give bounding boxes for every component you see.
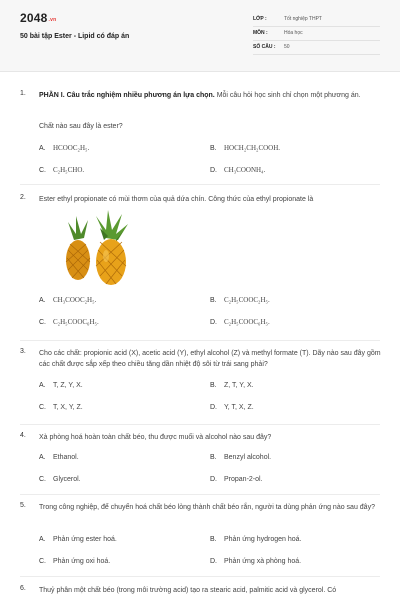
document-title: 50 bài tập Ester - Lipid có đáp án [20, 33, 130, 40]
option-text: C₂H₅CHO. [53, 166, 85, 174]
meta-count-value: 50 [284, 44, 290, 50]
option-text: Z, T, Y, X. [224, 382, 254, 389]
page-header [0, 0, 400, 72]
question-number: 6. [20, 585, 26, 592]
pineapple-icon [56, 210, 134, 288]
option-label: A. [39, 297, 46, 304]
option-a[interactable] [39, 454, 79, 461]
option-label: D. [210, 167, 217, 174]
option-d[interactable] [210, 404, 254, 411]
option-c[interactable] [39, 318, 99, 326]
option-text: C₂H₅COOC₆H₅. [53, 318, 99, 326]
question-text: Trong công nghiệp, để chuyển hoá chất béo lỏng thành chất béo rắn, người ta dùng phản ứng nào sau đây? [39, 504, 375, 511]
option-b[interactable] [210, 382, 254, 389]
option-label: D. [210, 404, 217, 411]
option-text: Phản ứng xà phòng hoá. [224, 558, 302, 565]
meta-subject [253, 27, 380, 41]
option-label: D. [210, 476, 217, 483]
section-intro-rest: Mỗi câu hỏi học sinh chỉ chọn một phương án. [214, 92, 361, 99]
question-number: 5. [20, 502, 26, 509]
divider [20, 184, 380, 185]
question-text: Xà phòng hoá hoàn toàn chất béo, thu được muối và alcohol nào sau đây? [39, 434, 272, 441]
option-text: T, X, Y, Z. [53, 404, 83, 411]
question-number: 4. [20, 432, 26, 439]
option-text: Ethanol. [53, 454, 79, 461]
meta-count-key: SỐ CÂU : [253, 44, 276, 50]
option-text: Phản ứng ester hoá. [53, 536, 117, 543]
option-text: Propan-2-ol. [224, 476, 263, 483]
option-text: Phản ứng hydrogen hoá. [224, 536, 302, 543]
option-label: C. [39, 167, 46, 174]
option-b[interactable] [210, 536, 301, 543]
question-text: Chất nào sau đây là ester? [39, 123, 123, 130]
option-text: HCOOC₂H₅. [53, 144, 90, 152]
option-text: Phản ứng oxi hoá. [53, 558, 111, 565]
option-a[interactable] [39, 144, 89, 152]
option-text: Benzyl alcohol. [224, 454, 272, 461]
option-label: B. [210, 454, 217, 461]
option-text: CH₃COOC₂H₅. [53, 296, 97, 304]
option-a[interactable] [39, 296, 96, 304]
divider [20, 340, 380, 341]
option-label: C. [39, 319, 46, 326]
option-b[interactable] [210, 296, 270, 304]
option-label: D. [210, 558, 217, 565]
question-text: Ester ethyl propionate có mùi thơm của quả dứa chín. Công thức của ethyl propionate là [39, 196, 314, 203]
option-a[interactable] [39, 536, 117, 543]
option-label: C. [39, 476, 46, 483]
meta-count [253, 41, 380, 55]
question-text: Thuỷ phân một chất béo (trong môi trường acid) tạo ra stearic acid, palmitic acid và glycerol. Có [39, 587, 337, 594]
option-label: B. [210, 145, 217, 152]
option-d[interactable] [210, 166, 265, 174]
meta-grade-value: Tốt nghiệp THPT [284, 16, 322, 22]
option-label: C. [39, 404, 46, 411]
option-text: T, Z, Y, X. [53, 382, 83, 389]
divider [20, 494, 380, 495]
meta-subject-value: Hóa học [284, 30, 303, 36]
question-number: 1. [20, 90, 26, 97]
section-intro [39, 90, 384, 101]
option-label: D. [210, 319, 217, 326]
site-logo[interactable] [20, 11, 56, 25]
option-b[interactable] [210, 144, 280, 152]
option-label: A. [39, 145, 46, 152]
meta-subject-key: MÔN : [253, 30, 268, 36]
question-number: 2. [20, 194, 26, 201]
option-label: A. [39, 536, 46, 543]
meta-grade [253, 13, 380, 27]
logo-suffix: .vn [48, 17, 57, 23]
option-c[interactable] [39, 404, 83, 411]
option-text: Glycerol. [53, 476, 81, 483]
option-a[interactable] [39, 382, 83, 389]
option-c[interactable] [39, 558, 110, 565]
option-text: C₂H₅COOC₆H₅. [224, 318, 270, 326]
option-label: A. [39, 382, 46, 389]
option-c[interactable] [39, 166, 84, 174]
meta-grade-key: LỚP : [253, 16, 267, 22]
option-text: C₂H₅COOC₂H₅. [224, 296, 270, 304]
divider [20, 424, 380, 425]
question-number: 3. [20, 348, 26, 355]
option-label: A. [39, 454, 46, 461]
option-text: HOCH₂CH₂COOH. [224, 144, 281, 152]
option-label: C. [39, 558, 46, 565]
question-text: Cho các chất: propionic acid (X), acetic acid (Y), ethyl alcohol (Z) và methyl formate (T). Dãy nào sau đây gồm các chất được sắp xếp theo chiều tăng dần nhiệt độ sôi từ trái sang phải? [39, 350, 381, 368]
option-text: Y, T, X, Z. [224, 404, 254, 411]
option-label: B. [210, 382, 217, 389]
option-d[interactable] [210, 476, 263, 483]
option-label: B. [210, 536, 217, 543]
option-d[interactable] [210, 318, 270, 326]
option-text: CH₃COONH₄. [224, 166, 266, 174]
option-label: B. [210, 297, 217, 304]
option-d[interactable] [210, 558, 301, 565]
section-intro-bold: PHẦN I. Câu trắc nghiệm nhiều phương án lựa chọn. [39, 92, 215, 99]
logo-text: 2048 [20, 11, 48, 25]
option-b[interactable] [210, 454, 271, 461]
option-c[interactable] [39, 476, 81, 483]
divider [20, 576, 380, 577]
